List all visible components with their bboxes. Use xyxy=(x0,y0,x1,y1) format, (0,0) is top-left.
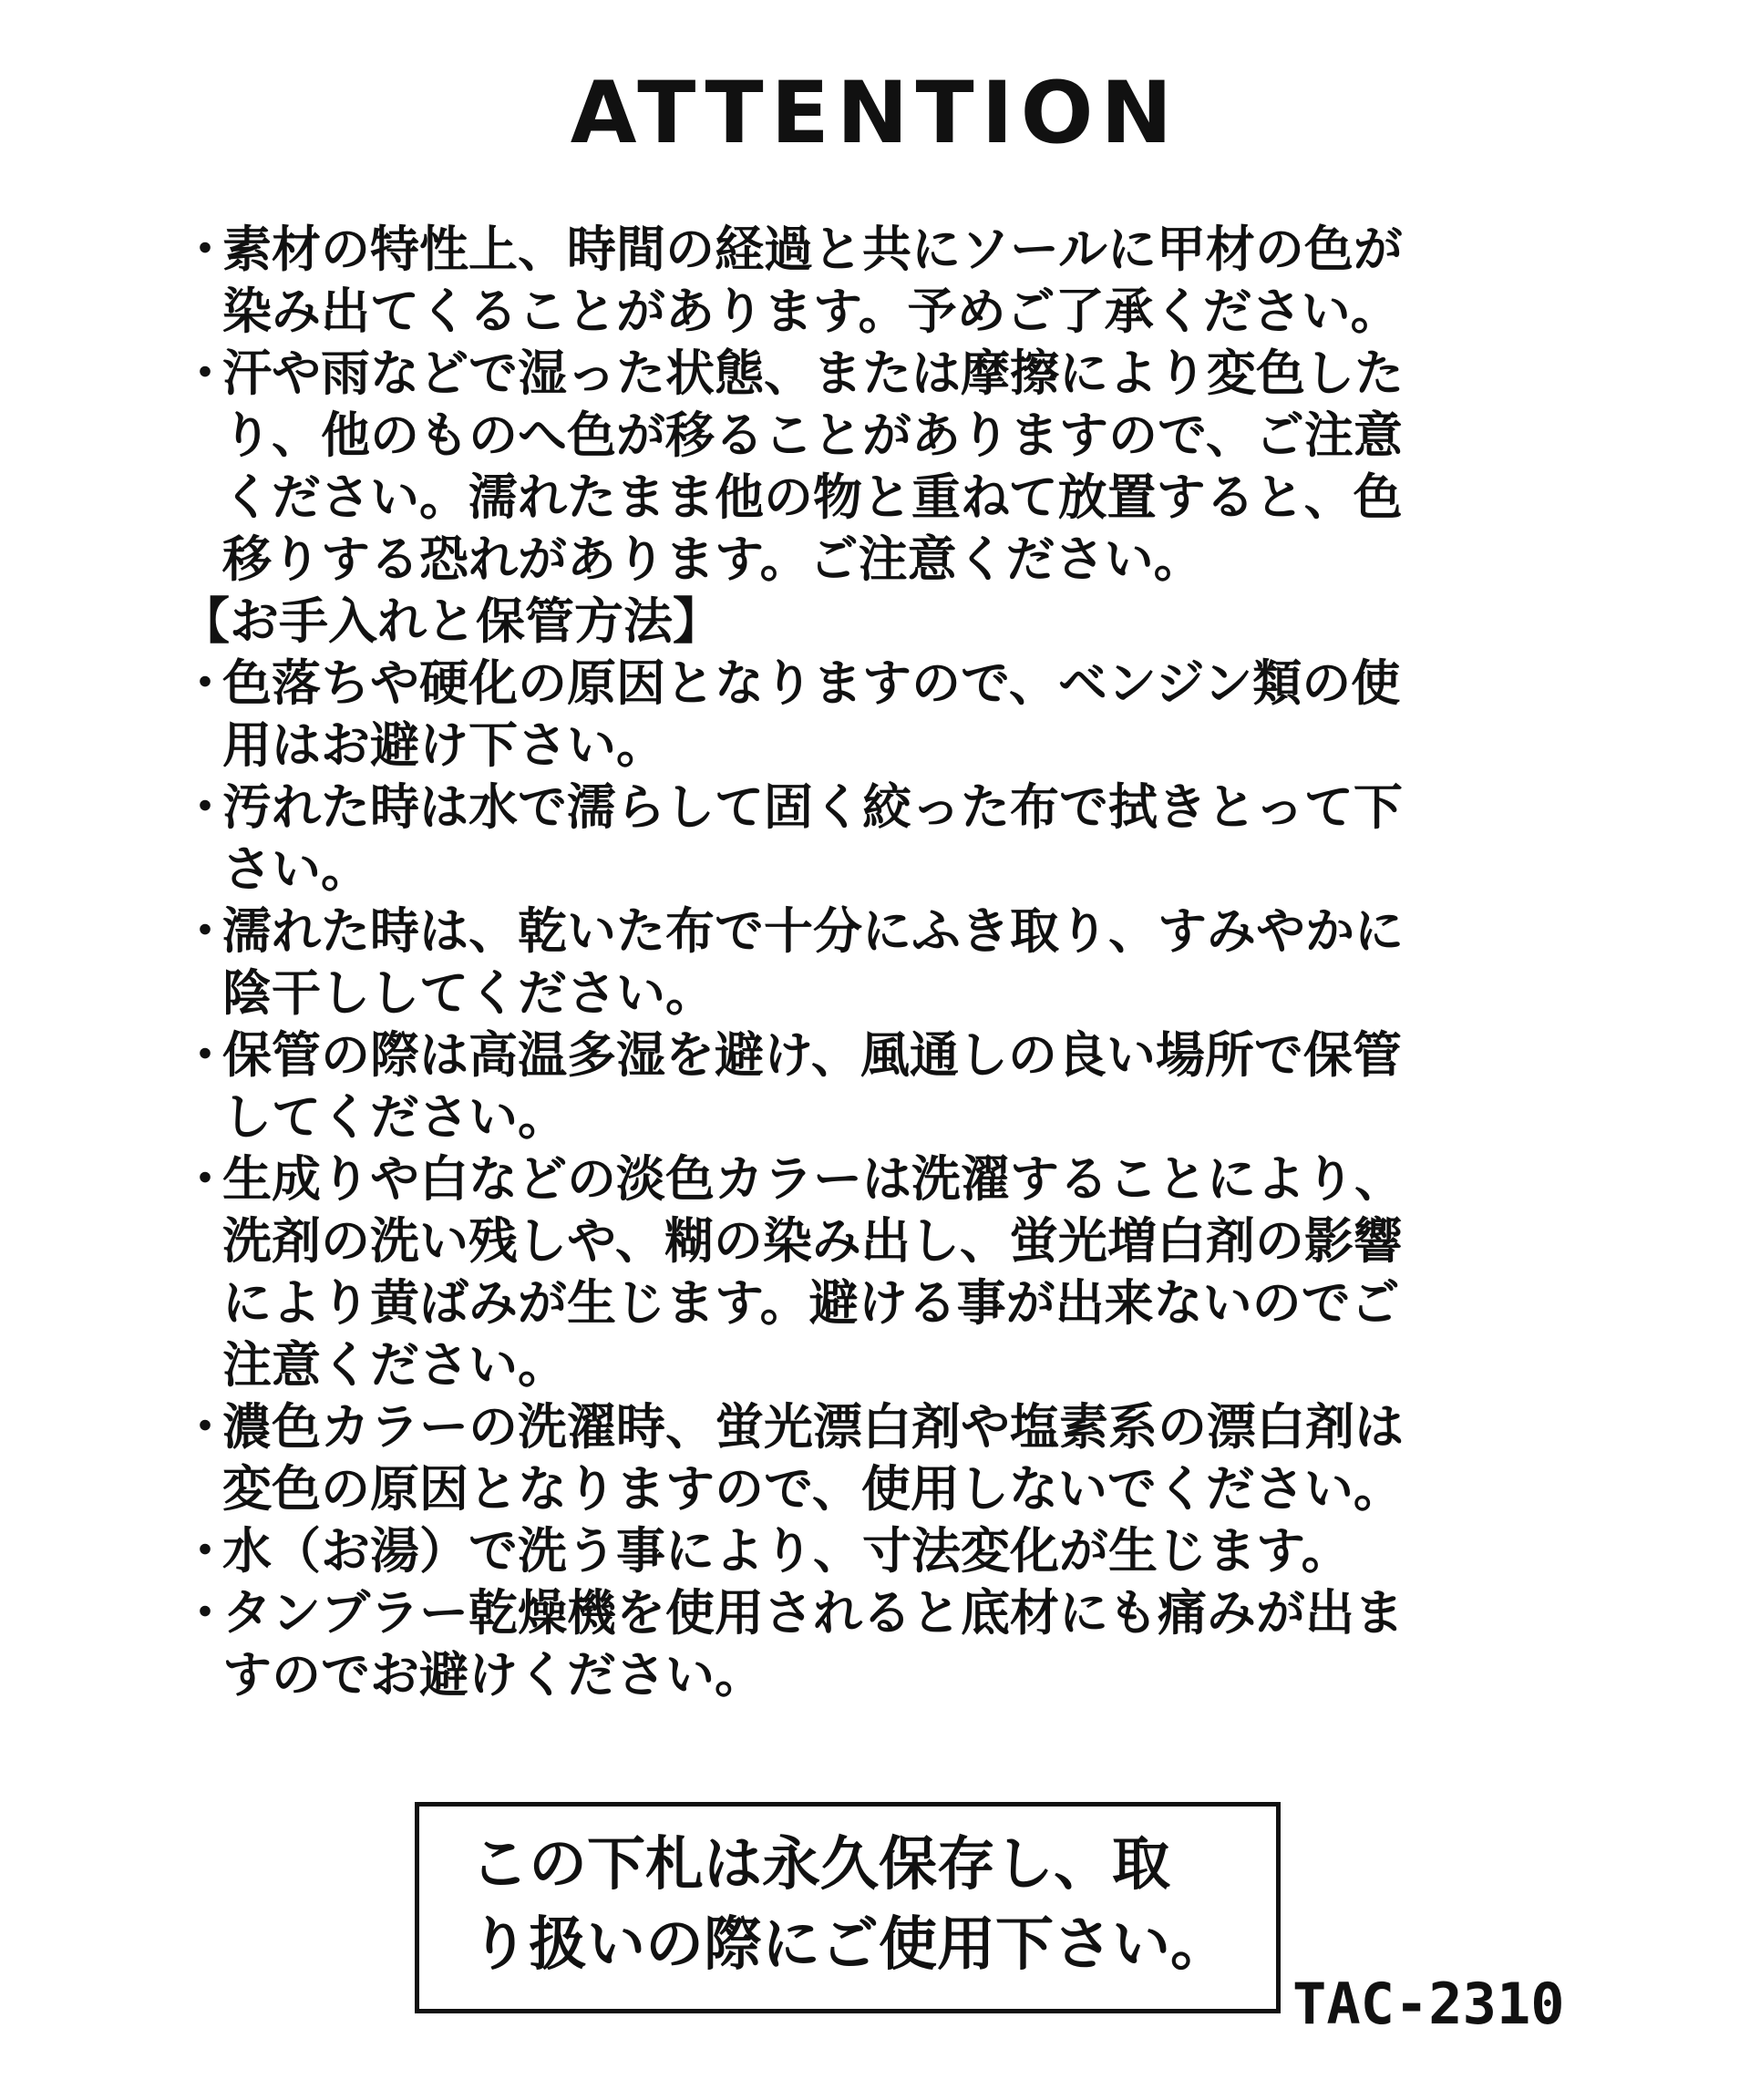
note-line: により黄ばみが生じます。避ける事が出来ないのでご xyxy=(222,1274,1400,1332)
bullet-mark: ・ xyxy=(180,778,230,836)
notice-line: この下札は永久保存し、取 xyxy=(470,1831,1170,1899)
bullet-mark: ・ xyxy=(180,654,230,712)
product-code: TAC-2310 xyxy=(1292,1971,1565,2037)
note-line: さい。 xyxy=(222,840,370,898)
note-line: タンブラー乾燥機を使用されると底材にも痛みが出ま xyxy=(222,1584,1404,1642)
note-line: 保管の際は高温多湿を避け、風通しの良い場所で保管 xyxy=(222,1026,1402,1084)
note-item xyxy=(180,1582,1566,1706)
note-line: 水（お湯）で洗う事により、寸法変化が生じます。 xyxy=(222,1522,1351,1580)
note-item xyxy=(180,1396,1566,1520)
bullet-mark: ・ xyxy=(180,1150,230,1208)
bullet-mark: ・ xyxy=(180,902,230,960)
note-line: してください。 xyxy=(222,1088,567,1146)
bullet-mark: ・ xyxy=(180,345,230,402)
notice-box xyxy=(415,1802,1281,2013)
note-line: ください。濡れたまま他の物と重ねて放置すると、色 xyxy=(222,468,1403,526)
note-line: 用はお避け下さい。 xyxy=(222,716,665,774)
bullet-mark: ・ xyxy=(180,1026,230,1084)
notice-line: り扱いの際にご使用下さい。 xyxy=(470,1911,1229,1979)
note-line: すのでお避けください。 xyxy=(222,1646,764,1704)
note-line: 濃色カラーの洗濯時、蛍光漂白剤や塩素系の漂白剤は xyxy=(222,1398,1404,1456)
note-line: 色落ちや硬化の原因となりますので、ベンジン類の使 xyxy=(222,654,1401,712)
bullet-mark: ・ xyxy=(180,1522,230,1580)
note-line: 陰干ししてください。 xyxy=(222,964,715,1022)
note-item xyxy=(180,343,1566,591)
bullet-mark: ・ xyxy=(180,1398,230,1456)
note-item xyxy=(180,219,1566,343)
note-item xyxy=(180,1148,1566,1396)
note-item xyxy=(180,1520,1566,1582)
bullet-mark: ・ xyxy=(180,221,230,278)
intro-notes-list xyxy=(180,219,1566,591)
note-line: 洗剤の洗い残しや、糊の染み出し、蛍光増白剤の影響 xyxy=(222,1212,1403,1270)
note-item xyxy=(180,653,1566,777)
note-line: 変色の原因となりますので、使用しないでください。 xyxy=(222,1460,1403,1518)
note-line: 汚れた時は水で濡らして固く絞った布で拭きとって下 xyxy=(222,778,1403,836)
note-item xyxy=(180,901,1566,1024)
care-section-heading: 【お手入れと保管方法】 xyxy=(180,592,722,650)
note-line: 染み出てくることがあります。予めご了承ください。 xyxy=(222,283,1400,340)
note-line: 移りする恐れがあります。ご注意ください。 xyxy=(222,530,1203,588)
note-line: 素材の特性上、時間の経過と共にソールに甲材の色が xyxy=(222,221,1403,278)
note-item xyxy=(180,777,1566,901)
note-line: 生成りや白などの淡色カラーは洗濯することにより、 xyxy=(222,1150,1404,1208)
bullet-mark: ・ xyxy=(180,1584,230,1642)
note-line: 濡れた時は、乾いた布で十分にふき取り、すみやかに xyxy=(222,902,1404,960)
note-line: 汗や雨などで湿った状態、または摩擦により変色した xyxy=(222,345,1404,402)
note-item xyxy=(180,1024,1566,1148)
note-line: り、他のものへ色が移ることがありますので、ご注意 xyxy=(222,407,1403,464)
notes-content xyxy=(180,219,1566,1706)
page-title: ATTENTION xyxy=(570,64,1180,163)
care-notes-list xyxy=(180,653,1566,1706)
note-line: 注意ください。 xyxy=(222,1336,567,1394)
